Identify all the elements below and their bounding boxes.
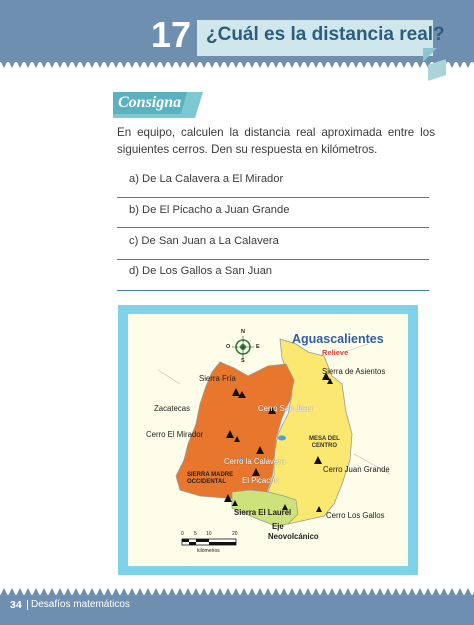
answer-line-b[interactable] — [117, 227, 429, 228]
question-d: d) De Los Gallos a San Juan — [129, 265, 273, 277]
lesson-number: 17 — [151, 14, 192, 55]
compass-n: N — [241, 329, 245, 335]
scale-tick-10: 10 — [206, 531, 212, 537]
map-subtitle: Relieve — [322, 348, 349, 357]
label-cerro-juan-grande: Cerro Juan Grande — [323, 465, 390, 474]
label-sierra-fria: Sierra Fría — [199, 374, 236, 383]
lake-icon — [278, 436, 286, 441]
instructions-text: En equipo, calculen la distancia real aproximada entre los siguientes cerros. Den su respuesta en kilómetros. — [117, 126, 435, 156]
answer-line-d[interactable] — [117, 290, 429, 291]
question-a: a) De La Calavera a El Mirador — [129, 173, 284, 185]
label-eje: Eje — [272, 522, 284, 531]
header-zigzag-edge — [0, 60, 474, 70]
scale-bar — [182, 539, 236, 545]
scale-tick-20: 20 — [232, 531, 238, 537]
title-ribbon-tail — [423, 48, 437, 62]
label-cerro-la-calavera: Cerro la Calavera — [224, 457, 286, 466]
label-mesa-del-centro: MESA DEL CENTRO — [309, 436, 340, 449]
page-title: ¿Cuál es la distancia real? — [206, 24, 445, 45]
footer-separator — [27, 600, 28, 610]
compass-rose-icon — [232, 336, 254, 358]
label-sierra-el-laurel: Sierra El Laurel — [234, 508, 292, 517]
map-title: Aguascalientes — [292, 332, 384, 346]
question-c: c) De San Juan a La Calavera — [129, 235, 279, 247]
answer-line-a[interactable] — [117, 197, 429, 198]
label-sierra-madre-occidental: SIERRA MADRE OCCIDENTAL — [187, 472, 234, 485]
scale-tick-0: 0 — [181, 531, 184, 537]
label-cerro-los-gallos: Cerro Los Gallos — [326, 511, 385, 520]
compass-s: S — [241, 358, 245, 364]
question-b: b) De El Picacho a Juan Grande — [129, 204, 290, 216]
compass-e: E — [256, 344, 260, 350]
label-neovolcanico: Neovolcánico — [268, 532, 319, 541]
label-el-picacho: El Picacho — [242, 476, 279, 485]
label-cerro-el-mirador: Cerro El Mirador — [146, 430, 204, 439]
scale-unit: kilómetros — [197, 548, 220, 554]
relief-map — [128, 314, 408, 566]
consigna-label: Consigna — [118, 94, 182, 111]
label-cerro-san-juan: Cerro San Juan — [258, 404, 313, 413]
scale-tick-5: 5 — [194, 531, 197, 537]
page-number: 34 — [10, 599, 22, 611]
label-sierra-asientos: Sierra de Asientos — [322, 367, 386, 376]
label-zacatecas: Zacatecas — [154, 404, 190, 413]
footer-book-title: Desafíos matemáticos — [31, 599, 130, 610]
compass-o: O — [226, 344, 231, 350]
answer-line-c[interactable] — [117, 259, 429, 260]
